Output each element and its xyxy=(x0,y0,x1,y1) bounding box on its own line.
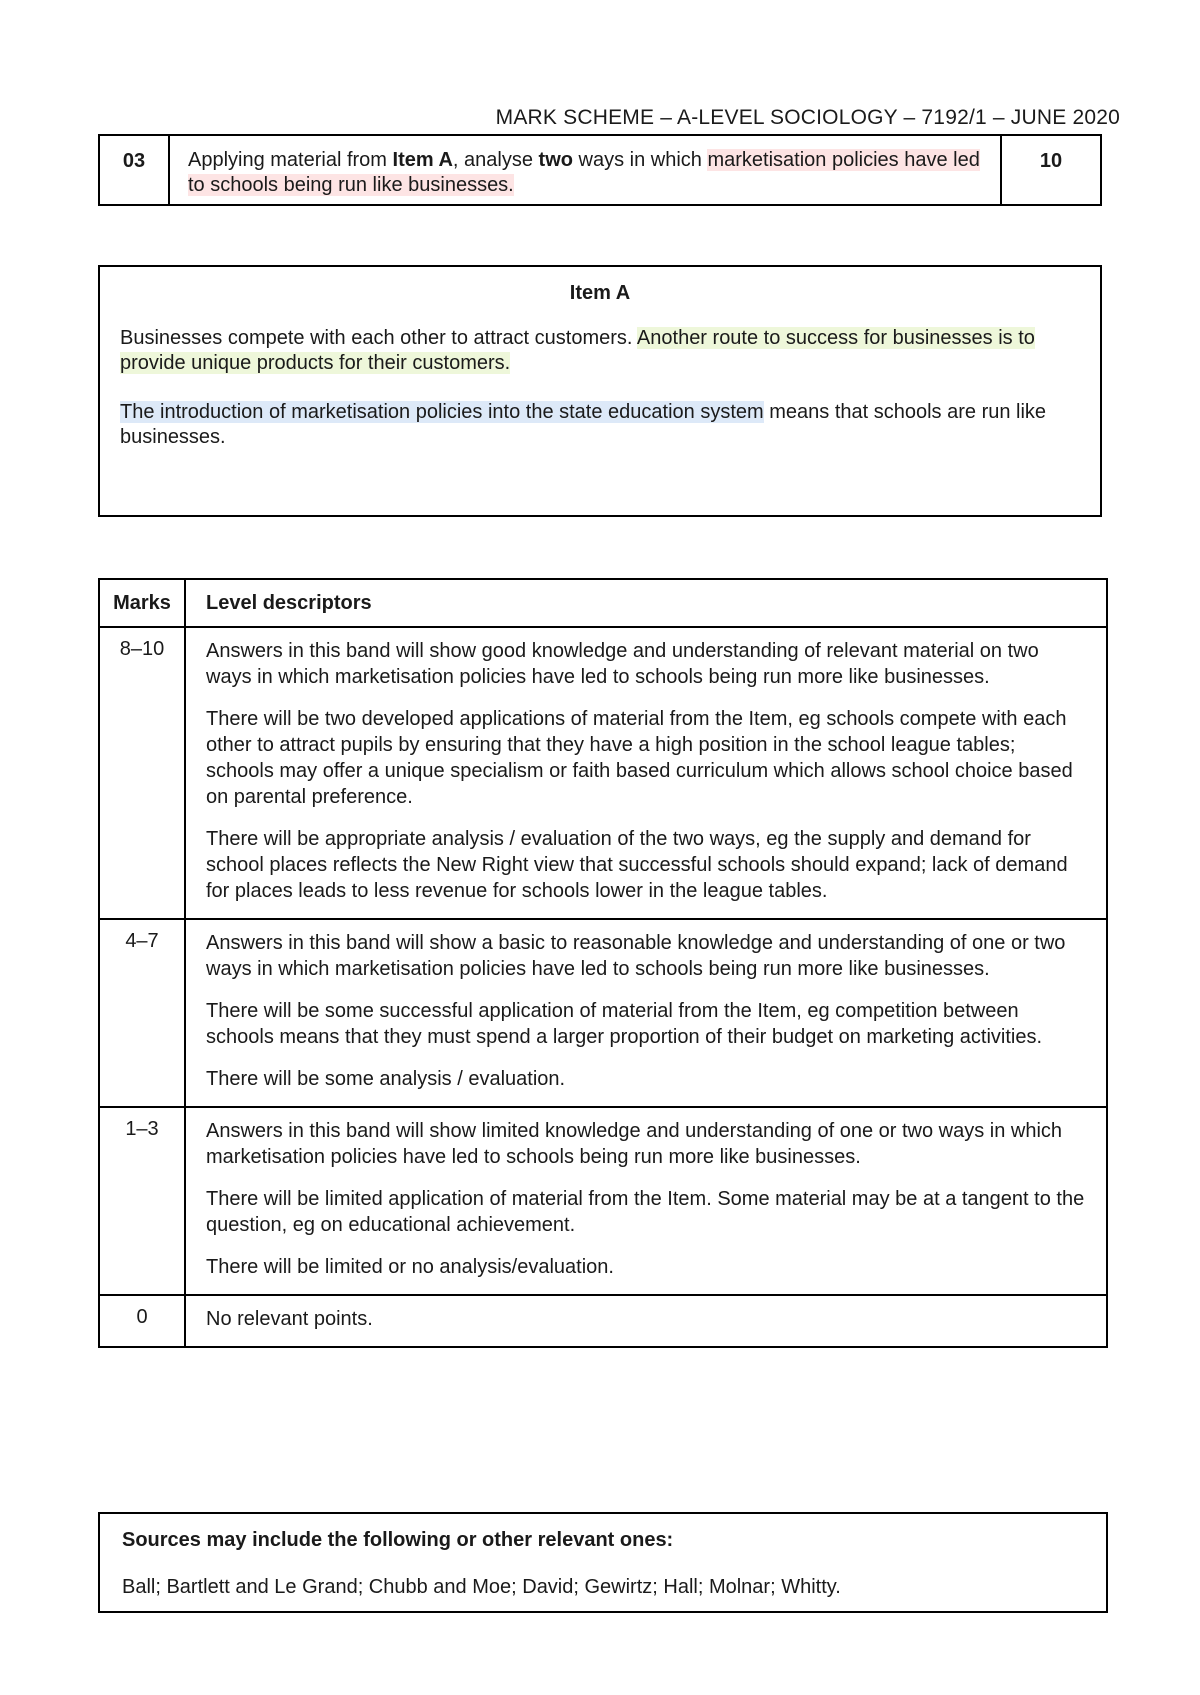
descriptors-column-header: Level descriptors xyxy=(185,579,1107,627)
question-table xyxy=(98,134,1102,206)
marks-column-header: Marks xyxy=(99,579,185,627)
table-row xyxy=(99,1295,1107,1347)
marks-band: 0 xyxy=(99,1295,185,1347)
descriptor-paragraph: There will be two developed applications of material from the Item, eg schools compete with each other to attract pupils by ensuring that they have a high position in the school league tables; schools may offer a unique specialism or faith based curriculum which allows school choice based on parental preference. xyxy=(206,708,1073,808)
marks-band: 8–10 xyxy=(99,627,185,919)
item-a-highlight-green: Another route to success for businesses is to provide unique products for their customers. xyxy=(120,327,1035,374)
item-a-highlight-blue: The introduction of marketisation policies into the state education system xyxy=(120,401,764,423)
question-text xyxy=(170,136,1002,204)
question-bold-two: two xyxy=(538,149,573,171)
band-descriptor xyxy=(185,1295,1107,1347)
table-row xyxy=(99,627,1107,919)
question-bold-item: Item A xyxy=(392,149,453,171)
question-text-part: ways in which xyxy=(572,149,708,171)
descriptor-paragraph: There will be limited application of material from the Item. Some material may be at a tangent to the question, eg on educational achievement. xyxy=(206,1188,1085,1236)
item-a-text: Businesses compete with each other to attract customers. xyxy=(120,327,637,349)
descriptor-paragraph: No relevant points. xyxy=(206,1308,373,1330)
item-a-title: Item A xyxy=(569,282,631,304)
level-descriptors-table xyxy=(98,578,1108,1348)
item-a-paragraph-1 xyxy=(120,326,1080,376)
band-descriptor xyxy=(185,627,1107,919)
marks-band: 4–7 xyxy=(99,919,185,1107)
table-header-row xyxy=(99,579,1107,627)
sources-box xyxy=(98,1512,1108,1613)
marks-band: 1–3 xyxy=(99,1107,185,1295)
descriptor-paragraph: Answers in this band will show a basic to reasonable knowledge and understanding of one or two ways in which marketisation policies have led to schools being run more like businesses. xyxy=(206,932,1066,980)
table-row xyxy=(99,1107,1107,1295)
question-highlight: marketisation policies have led to schools being run like businesses. xyxy=(188,149,980,196)
question-marks: 10 xyxy=(1039,150,1063,172)
descriptor-paragraph: Answers in this band will show good knowledge and understanding of relevant material on two ways in which marketisation policies have led to schools being run more like businesses. xyxy=(206,640,1039,688)
descriptor-paragraph: There will be some analysis / evaluation. xyxy=(206,1068,566,1090)
descriptor-paragraph: There will be limited or no analysis/evaluation. xyxy=(206,1256,614,1278)
question-text-part: Applying material from xyxy=(188,149,393,171)
sources-title: Sources may include the following or other relevant ones: xyxy=(122,1529,674,1551)
descriptor-paragraph: There will be appropriate analysis / evaluation of the two ways, eg the supply and demand for school places reflects the New Right view that successful schools should expand; lack of demand for places leads to less revenue for schools lower in the league tables. xyxy=(206,828,1068,902)
table-row xyxy=(99,919,1107,1107)
item-a-box xyxy=(98,265,1102,517)
question-text-part: , analyse xyxy=(452,149,539,171)
item-a-paragraph-2 xyxy=(120,400,1080,450)
descriptor-paragraph: Answers in this band will show limited knowledge and understanding of one or two ways in which marketisation policies have led to schools being run more like businesses. xyxy=(206,1120,1063,1168)
page-header: MARK SCHEME – A-LEVEL SOCIOLOGY – 7192/1 – JUNE 2020 xyxy=(495,106,1120,129)
band-descriptor xyxy=(185,1107,1107,1295)
item-a-text: means that schools are run like businesses. xyxy=(120,401,1047,448)
band-descriptor xyxy=(185,919,1107,1107)
question-number: 03 xyxy=(100,136,170,204)
sources-list: Ball; Bartlett and Le Grand; Chubb and Moe; David; Gewirtz; Hall; Molnar; Whitty. xyxy=(122,1576,841,1598)
descriptor-paragraph: There will be some successful application of material from the Item, eg competition between schools means that they must spend a larger proportion of their budget on marketing activities. xyxy=(206,1000,1043,1048)
